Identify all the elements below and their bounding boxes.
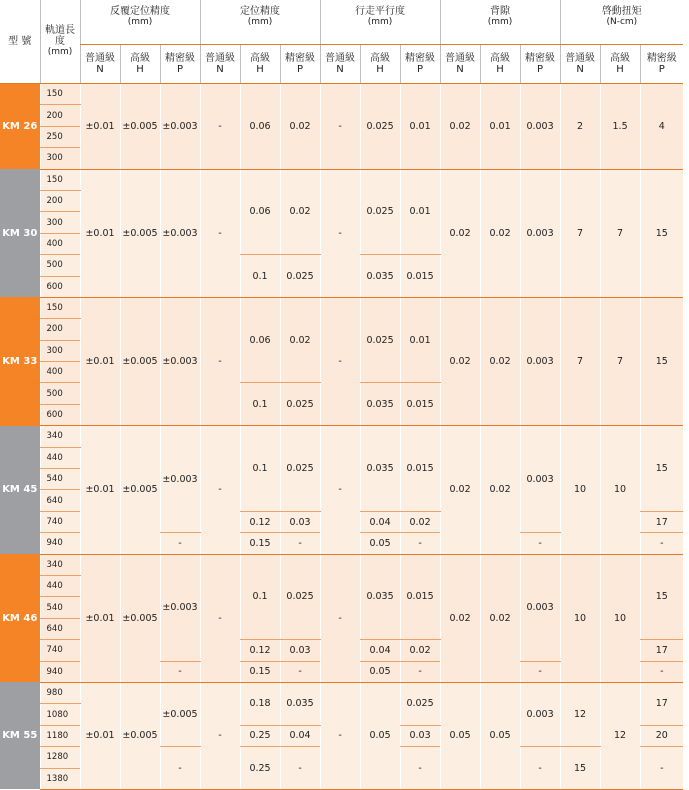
spec-value-cell: - (640, 533, 683, 554)
model-header: 型 號 (0, 0, 40, 84)
spec-value-cell: 0.015 (400, 426, 440, 512)
spec-value-cell: - (320, 84, 360, 170)
spec-value-cell: - (200, 84, 240, 170)
grade-code: P (297, 64, 304, 75)
spec-value-cell: 0.06 (240, 169, 280, 255)
grade-code: H (496, 64, 504, 75)
length-cell: 300 (40, 212, 80, 233)
group-unit: (mm) (247, 17, 273, 27)
length-cell: 500 (40, 383, 80, 404)
group-title: 定位精度 (240, 6, 281, 17)
spec-value-cell: 0.02 (280, 297, 320, 383)
grade-header (560, 45, 600, 84)
spec-value-cell: 0.25 (240, 725, 280, 746)
spec-value-cell: 17 (640, 640, 683, 661)
spec-value-cell: 0.01 (480, 84, 520, 170)
length-cell: 1080 (40, 704, 80, 725)
grade-code: H (616, 64, 624, 75)
spec-value-cell: - (160, 661, 200, 682)
grade-code: N (576, 64, 584, 75)
spec-value-cell: 0.25 (240, 747, 280, 790)
length-cell: 1380 (40, 768, 80, 789)
grade-label: 高級 (130, 53, 150, 64)
spec-value-cell: 0.02 (480, 426, 520, 554)
spec-value-cell: - (200, 426, 240, 554)
group-title: 行走平行度 (355, 6, 406, 17)
spec-value-cell: 0.025 (280, 383, 320, 426)
length-cell: 940 (40, 661, 80, 682)
group-title: 背隙 (490, 6, 511, 17)
grade-header (520, 45, 560, 84)
spec-value-cell: 17 (640, 511, 683, 532)
length-cell: 440 (40, 575, 80, 596)
spec-value-cell: 0.025 (280, 426, 320, 512)
spec-value-cell: 12 (600, 682, 640, 789)
spec-value-cell: 1.5 (600, 84, 640, 170)
grade-code: N (96, 64, 104, 75)
spec-value-cell: 12 (560, 682, 600, 746)
torque-header (560, 0, 683, 45)
spec-value-cell: - (280, 747, 320, 790)
spec-value-cell: - (200, 297, 240, 425)
spec-value-cell: 0.01 (400, 84, 440, 170)
grade-label: 普通級 (565, 53, 596, 64)
grade-code: H (376, 64, 384, 75)
grade-header (640, 45, 683, 84)
table-row (0, 169, 683, 190)
spec-value-cell: - (320, 426, 360, 554)
model-cell: KM 46 (0, 554, 40, 682)
length-cell: 200 (40, 319, 80, 340)
grade-code: P (176, 64, 184, 75)
spec-value-cell: 15 (640, 426, 683, 512)
spec-value-cell: 0.06 (240, 297, 280, 383)
grade-header (400, 45, 440, 84)
spec-value-cell: 0.15 (240, 533, 280, 554)
spec-value-cell: - (640, 747, 683, 790)
spec-value-cell: 0.02 (400, 511, 440, 532)
spec-value-cell: ±0.005 (120, 426, 160, 554)
spec-value-cell: 0.025 (360, 297, 400, 383)
spec-value-cell: 0.02 (440, 169, 480, 297)
spec-value-cell: 0.02 (480, 169, 520, 297)
spec-value-cell: - (320, 682, 360, 789)
spec-value-cell: - (320, 554, 360, 682)
spec-value-cell: 15 (640, 297, 683, 425)
length-cell: 300 (40, 148, 80, 169)
grade-label: 普通級 (445, 53, 476, 64)
spec-value-cell: - (520, 661, 560, 682)
length-cell: 940 (40, 533, 80, 554)
table-row (0, 426, 683, 447)
grade-header (120, 45, 160, 84)
length-cell: 600 (40, 276, 80, 297)
spec-value-cell: - (400, 533, 440, 554)
grade-code: N (216, 64, 224, 75)
spec-value-cell: 7 (600, 169, 640, 297)
length-cell: 400 (40, 233, 80, 254)
length-cell: 980 (40, 682, 80, 703)
group-title: 反覆定位精度 (110, 6, 170, 17)
spec-value-cell: 0.003 (520, 297, 560, 425)
spec-value-cell: 0.025 (360, 84, 400, 170)
spec-value-cell: - (320, 169, 360, 297)
spec-value-cell: 0.1 (240, 426, 280, 512)
backlash-header (440, 0, 560, 45)
spec-value-cell: 0.05 (360, 682, 400, 789)
spec-value-cell: 0.12 (240, 640, 280, 661)
spec-value-cell: 0.04 (360, 511, 400, 532)
spec-value-cell: 0.1 (240, 554, 280, 640)
spec-value-cell: 0.18 (240, 682, 280, 725)
spec-value-cell: 0.1 (240, 383, 280, 426)
grade-header (440, 45, 480, 84)
spec-value-cell: 0.02 (440, 84, 480, 170)
model-cell: KM 55 (0, 682, 40, 789)
spec-value-cell: 0.05 (480, 682, 520, 789)
spec-value-cell: 0.04 (360, 640, 400, 661)
length-cell: 740 (40, 511, 80, 532)
spec-value-cell: 0.003 (520, 169, 560, 297)
grade-code: P (537, 64, 544, 75)
spec-value-cell: - (320, 297, 360, 425)
group-unit: (mm) (367, 17, 393, 27)
length-cell: 150 (40, 84, 80, 105)
length-cell: 200 (40, 190, 80, 211)
spec-value-cell: 17 (640, 682, 683, 725)
grade-label: 高級 (250, 53, 271, 64)
spec-value-cell: 15 (640, 169, 683, 297)
grade-header (480, 45, 520, 84)
grade-label: 高級 (490, 53, 511, 64)
spec-value-cell: 7 (560, 169, 600, 297)
spec-value-cell: ±0.01 (80, 84, 120, 170)
grade-label: 精密級 (405, 53, 436, 64)
model-cell: KM 45 (0, 426, 40, 554)
spec-value-cell: 0.02 (480, 297, 520, 425)
spec-value-cell: ±0.005 (160, 682, 200, 746)
spec-value-cell: - (200, 682, 240, 789)
grade-code: H (136, 64, 144, 75)
spec-value-cell: 0.02 (400, 640, 440, 661)
length-cell: 540 (40, 597, 80, 618)
spec-value-cell: 0.05 (360, 533, 400, 554)
group-unit: (N-cm) (606, 17, 638, 27)
model-cell: KM 26 (0, 84, 40, 170)
spec-value-cell: 0.01 (400, 297, 440, 383)
parallelism-header (320, 0, 440, 45)
length-cell: 200 (40, 105, 80, 126)
model-group (0, 554, 683, 682)
spec-value-cell: 2 (560, 84, 600, 170)
length-cell: 500 (40, 255, 80, 276)
spec-value-cell: ±0.003 (160, 426, 200, 533)
spec-value-cell: - (520, 747, 560, 790)
length-cell: 1180 (40, 725, 80, 746)
grade-header (200, 45, 240, 84)
group-unit: (mm) (487, 17, 513, 27)
spec-value-cell: 0.02 (280, 84, 320, 170)
model-cell: KM 30 (0, 169, 40, 297)
spec-value-cell: ±0.01 (80, 297, 120, 425)
spec-value-cell: 0.003 (520, 554, 560, 661)
spec-value-cell: 0.003 (520, 682, 560, 746)
spec-value-cell: ±0.003 (160, 554, 200, 661)
length-header-unit: (mm) (47, 47, 73, 57)
grade-header (600, 45, 640, 84)
spec-value-cell: 7 (600, 297, 640, 425)
spec-value-cell: 0.003 (520, 84, 560, 170)
group-title: 啓動扭矩 (601, 6, 642, 17)
spec-value-cell: 0.02 (440, 554, 480, 682)
model-group (0, 682, 683, 789)
grade-label: 精密級 (285, 53, 316, 64)
spec-value-cell: ±0.01 (80, 554, 120, 682)
grade-header (80, 45, 120, 84)
grade-code: N (336, 64, 344, 75)
spec-value-cell: ±0.005 (120, 84, 160, 170)
model-group (0, 297, 683, 425)
length-cell: 640 (40, 618, 80, 639)
spec-value-cell: ±0.01 (80, 682, 120, 789)
length-cell: 440 (40, 447, 80, 468)
spec-value-cell: 0.02 (440, 297, 480, 425)
spec-value-cell: - (200, 554, 240, 682)
spec-value-cell: 10 (600, 554, 640, 682)
spec-value-cell: 10 (560, 554, 600, 682)
spec-value-cell: 0.025 (400, 682, 440, 725)
grade-label: 普通級 (85, 53, 115, 64)
spec-value-cell: 0.025 (280, 554, 320, 640)
length-header-title: 軌道長度 (45, 25, 75, 47)
spec-value-cell: 0.003 (520, 426, 560, 533)
spec-value-cell: ±0.003 (160, 297, 200, 425)
grade-header (160, 45, 200, 84)
length-cell: 250 (40, 126, 80, 147)
spec-value-cell: 0.035 (360, 554, 400, 640)
repeat-accuracy-header (80, 0, 200, 45)
spec-value-cell: - (400, 661, 440, 682)
model-group (0, 84, 683, 170)
grade-label: 普通級 (205, 53, 236, 64)
table-row (0, 297, 683, 318)
spec-value-cell: 0.02 (480, 554, 520, 682)
spec-value-cell: - (200, 169, 240, 297)
length-cell: 400 (40, 362, 80, 383)
grade-header (320, 45, 360, 84)
spec-value-cell: 0.1 (240, 255, 280, 298)
spec-value-cell: ±0.01 (80, 426, 120, 554)
length-header (40, 0, 80, 84)
length-cell: 600 (40, 404, 80, 425)
length-cell: 1280 (40, 747, 80, 768)
length-cell: 340 (40, 426, 80, 447)
grade-label: 高級 (370, 53, 391, 64)
spec-value-cell: 0.03 (280, 640, 320, 661)
spec-value-cell: 0.01 (400, 169, 440, 255)
grade-label: 高級 (610, 53, 631, 64)
model-group (0, 169, 683, 297)
spec-value-cell: 15 (640, 554, 683, 640)
table-row (0, 84, 683, 105)
length-cell: 300 (40, 340, 80, 361)
length-cell: 640 (40, 490, 80, 511)
spec-value-cell: 0.025 (360, 169, 400, 255)
spec-value-cell: ±0.003 (160, 84, 200, 170)
grade-label: 精密級 (525, 53, 556, 64)
grade-code: P (417, 64, 424, 75)
spec-value-cell: 15 (560, 747, 600, 790)
grade-label: 普通級 (325, 53, 356, 64)
spec-value-cell: - (520, 533, 560, 554)
spec-value-cell: 4 (640, 84, 683, 170)
grade-header (280, 45, 320, 84)
table-row (0, 682, 683, 703)
spec-value-cell: 0.03 (400, 725, 440, 746)
spec-value-cell: 0.06 (240, 84, 280, 170)
spec-value-cell: 0.025 (280, 255, 320, 298)
spec-value-cell: - (280, 661, 320, 682)
spec-value-cell: 0.05 (360, 661, 400, 682)
spec-value-cell: ±0.005 (120, 169, 160, 297)
spec-value-cell: 0.035 (360, 426, 400, 512)
spec-value-cell: 0.05 (440, 682, 480, 789)
spec-value-cell: 20 (640, 725, 683, 746)
length-cell: 150 (40, 169, 80, 190)
spec-value-cell: 7 (560, 297, 600, 425)
spec-value-cell: - (400, 747, 440, 790)
grade-label: 精密級 (165, 53, 195, 64)
spec-value-cell: ±0.003 (160, 169, 200, 297)
model-cell: KM 33 (0, 297, 40, 425)
grade-code: N (456, 64, 464, 75)
spec-value-cell: 0.12 (240, 511, 280, 532)
spec-value-cell: - (160, 533, 200, 554)
spec-value-cell: 0.15 (240, 661, 280, 682)
spec-value-cell: 0.035 (360, 255, 400, 298)
spec-value-cell: 0.015 (400, 554, 440, 640)
spec-value-cell: - (640, 661, 683, 682)
length-cell: 150 (40, 297, 80, 318)
position-accuracy-header (200, 0, 320, 45)
model-group (0, 426, 683, 554)
length-cell: 540 (40, 469, 80, 490)
spec-value-cell: 0.015 (400, 255, 440, 298)
group-unit: (mm) (127, 17, 153, 27)
grade-label: 精密級 (646, 53, 677, 64)
length-cell: 340 (40, 554, 80, 575)
grade-header (240, 45, 280, 84)
table-row (0, 554, 683, 575)
spec-value-cell: - (280, 533, 320, 554)
spec-value-cell: 0.03 (280, 511, 320, 532)
spec-value-cell: 0.035 (280, 682, 320, 725)
spec-value-cell: ±0.005 (120, 297, 160, 425)
spec-value-cell: 0.02 (440, 426, 480, 554)
spec-value-cell: - (160, 747, 200, 790)
length-cell: 740 (40, 640, 80, 661)
grade-code: P (658, 64, 665, 75)
spec-value-cell: ±0.005 (120, 682, 160, 789)
spec-value-cell: 10 (560, 426, 600, 554)
spec-value-cell: 10 (600, 426, 640, 554)
spec-value-cell: 0.04 (280, 725, 320, 746)
spec-value-cell: ±0.005 (120, 554, 160, 682)
spec-value-cell: 0.02 (280, 169, 320, 255)
grade-code: H (256, 64, 264, 75)
spec-value-cell: 0.035 (360, 383, 400, 426)
grade-header (360, 45, 400, 84)
spec-value-cell: ±0.01 (80, 169, 120, 297)
spec-value-cell: 0.015 (400, 383, 440, 426)
